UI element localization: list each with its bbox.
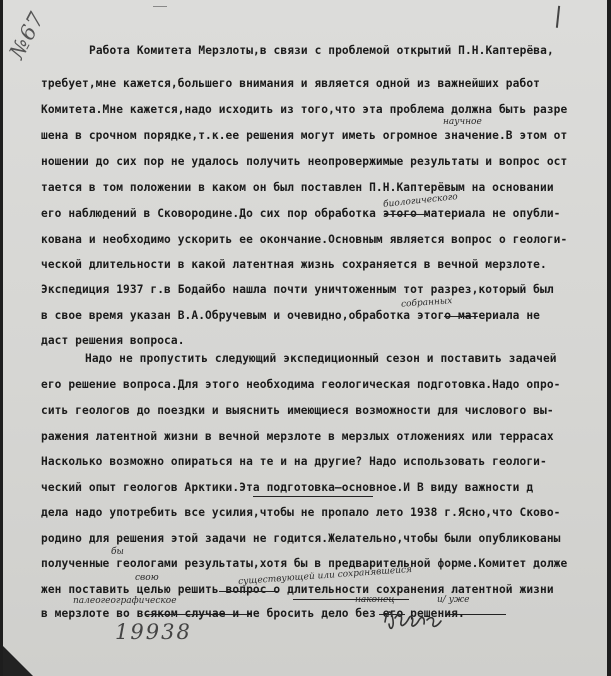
text-line: полученные геологами результаты,хотя бы в предварительной форме.Комитет долже [41,557,568,570]
strikethrough [145,614,251,615]
text-line: жен поставить целью решить вопрос о длительности сохранения латентной жизни [41,583,554,596]
text-line: сить геологов до поездки и выяснить имеющиеся возможности для числового вы- [41,404,554,417]
text-line: родино для решения этой задачи не годится.Желательно,чтобы были опубликованы [41,532,561,545]
text-line: Экспедиция 1937 г.в Бодайбо нашла почти уничтоженным тот разрез,который был [41,283,554,296]
text-line: Работа Комитета Мерзлоты,в связи с проблемой открытий П.Н.Каптерёва, [89,44,554,57]
handwritten-insertion: свою [135,573,159,583]
handwritten-insertion: бы [111,547,124,557]
text-line: ческий опыт геологов Арктики.Эта подготовка—основное.И В виду важности д [41,481,534,494]
text-line: ражения латентной жизни в вечной мерзлоте в мерзлых отложениях или террасах [41,430,554,443]
handwritten-insertion: научное [443,117,482,127]
text-line: его наблюдений в Сковородине.До сих пор обработка этого материала не опубли- [41,207,561,220]
handwritten-insertion: и/ уже [437,595,470,605]
text-line: шена в срочном порядке,т.к.ее решения могут иметь огромное значение.В этом от [41,129,568,142]
handwritten-insertion: наконец [355,595,395,605]
underline [253,496,373,497]
handwritten-insertion: собранных [400,296,453,310]
text-line: требует,мне кажется,большего внимания и является одной из важнейших работ [41,77,540,90]
text-line: даст решения вопроса. [41,334,185,347]
text-line: ношении до сих пор не удалось получить неопровержимые результаты и вопрос ост [41,155,568,168]
document-number: 19938 [115,620,192,644]
text-line: в мерзлоте во всяком случае и не бросить дело без его решения. [41,607,465,620]
handwritten-insertion: палеогеографическое [73,596,177,606]
typed-text-body [3,0,607,676]
text-line: Насколько возможно опираться на те и на другие? Надо использовать геологи- [41,455,547,468]
text-line: кована и необходимо ускорить ее окончание.Основным является вопрос о геологи- [41,233,568,246]
handwritten-insertion: существующей или сохранявшейся [237,564,413,588]
text-line: дела надо употребить все усилия,чтобы не пропало лето 1938 г.Ясно,что Сково- [41,506,561,519]
text-line: тается в том положении в каком он был поставлен П.Н.Каптерёвым на основании [41,181,554,194]
strikethrough [219,591,279,592]
text-line: Надо не пропустить следующий экспедиционный сезон и поставить задачей [85,352,557,365]
handwritten-insertion: биологического [382,192,459,210]
strikethrough [384,214,428,215]
text-line: в свое время указан В.А.Обручевым и очевидно,обработка этого материала не [41,309,540,322]
text-line: Комитета.Мне кажется,надо исходить из того,что эта проблема должна быть разре [41,103,568,116]
text-line: его решение вопроса.Для этого необходима геологическая подготовка.Надо опро- [41,378,561,391]
text-line: ческой длительности в какой латентная жизнь сохраняется в вечной мерзлоте. [41,258,547,271]
archive-number: №67 [4,7,50,63]
document-sheet [3,0,607,676]
signature [381,600,461,640]
strikethrough [444,316,478,317]
